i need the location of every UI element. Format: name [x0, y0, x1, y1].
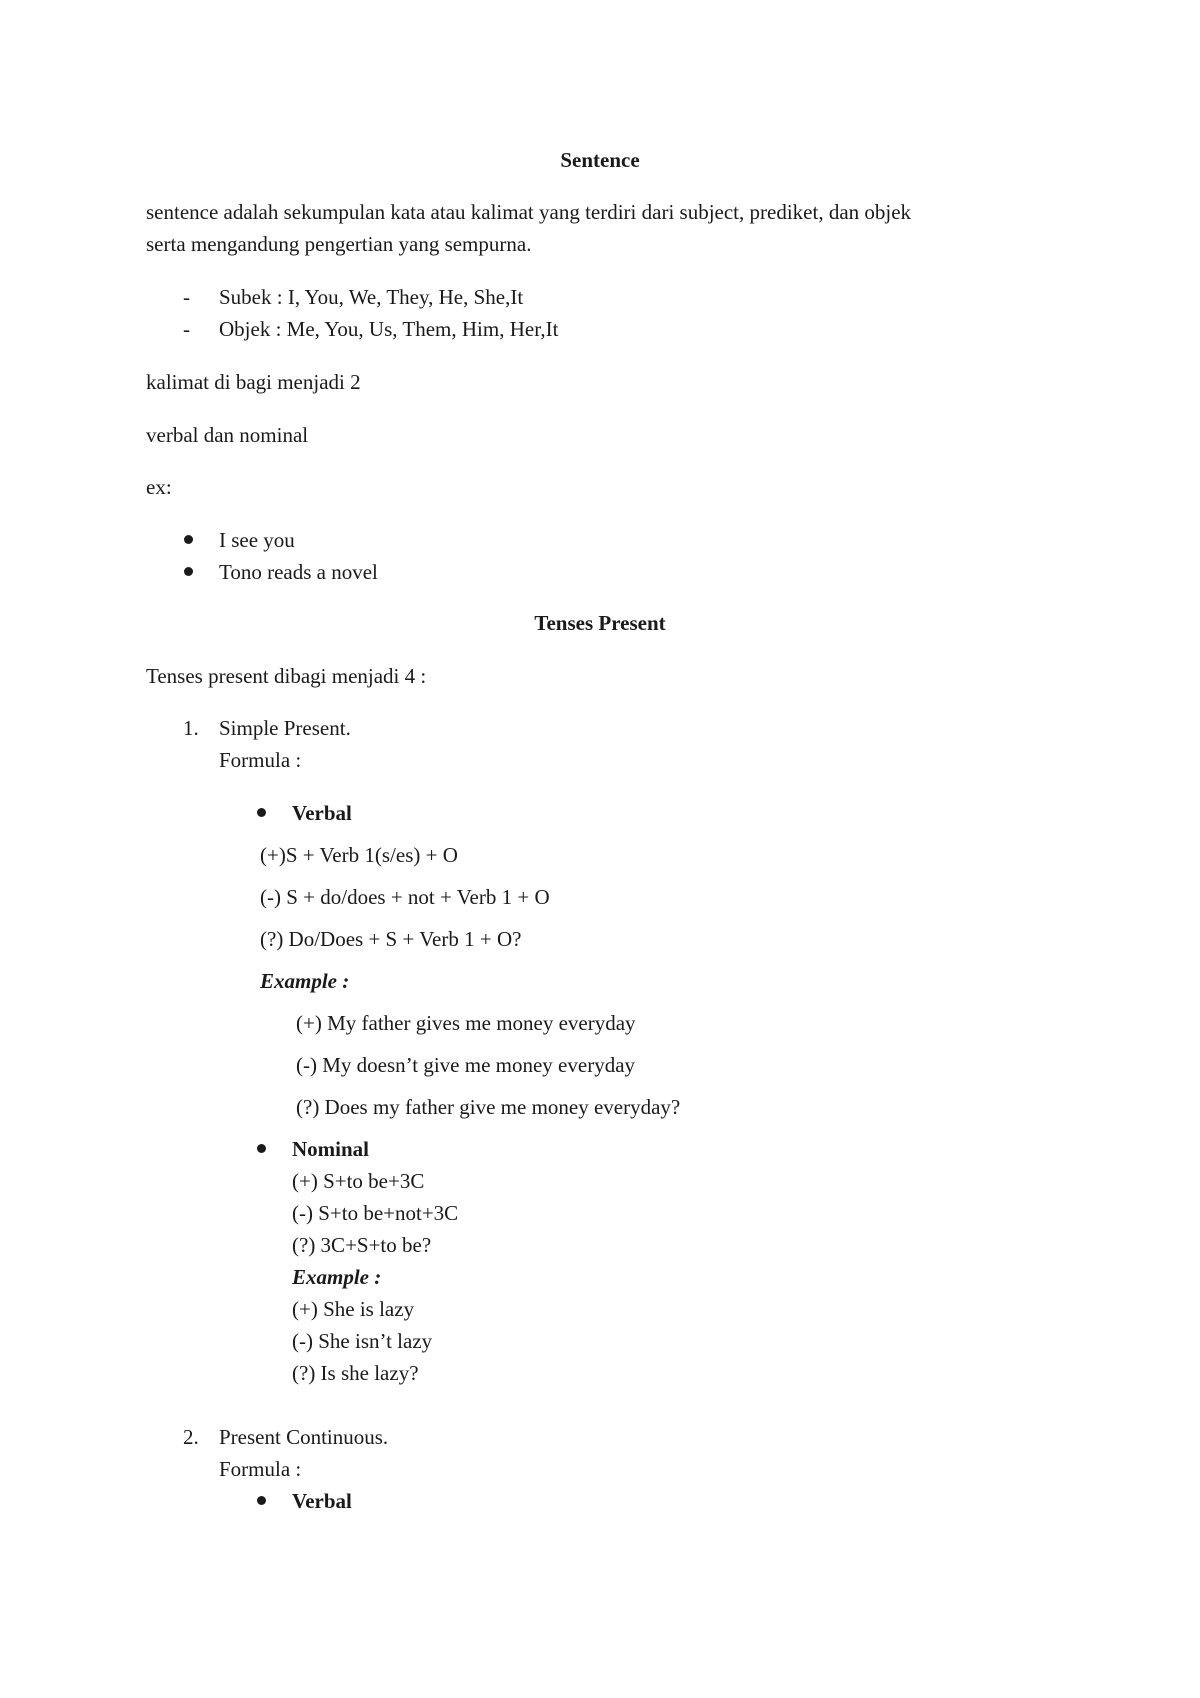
- example-positive: (+) My father gives me money everyday: [296, 1011, 636, 1035]
- formula-positive: (+) S+to be+3C: [292, 1169, 425, 1193]
- formula-negative: (-) S + do/does + not + Verb 1 + O: [260, 885, 550, 909]
- list-number: 2.: [183, 1425, 199, 1449]
- example-positive: (+) She is lazy: [292, 1297, 415, 1321]
- formula-question: (?) Do/Does + S + Verb 1 + O?: [260, 927, 522, 951]
- formula-positive: (+)S + Verb 1(s/es) + O: [260, 843, 458, 867]
- section-title-tenses-present: Tenses Present: [534, 611, 666, 635]
- formula-question: (?) 3C+S+to be?: [292, 1233, 432, 1257]
- example-label: Example :: [260, 969, 350, 993]
- example-question: (?) Does my father give me money everyday?: [296, 1095, 681, 1119]
- dash-marker: -: [183, 285, 190, 309]
- tense-name: Present Continuous.: [219, 1425, 389, 1449]
- formula-label: Formula :: [219, 1457, 302, 1481]
- bullet-icon: [257, 808, 266, 817]
- tense-name: Simple Present.: [219, 716, 351, 740]
- object-pronouns: Objek : Me, You, Us, Them, Him, Her,It: [219, 317, 559, 341]
- tenses-intro: Tenses present dibagi menjadi 4 :: [146, 664, 427, 688]
- bullet-icon: [184, 567, 193, 576]
- bullet-icon: [257, 1144, 266, 1153]
- nominal-heading: Nominal: [292, 1137, 370, 1161]
- list-item: Tono reads a novel: [219, 560, 378, 584]
- list-item: I see you: [219, 528, 295, 552]
- kalimat-line: kalimat di bagi menjadi 2: [146, 370, 361, 394]
- example-negative: (-) She isn’t lazy: [292, 1329, 433, 1353]
- verbal-nominal-line: verbal dan nominal: [146, 423, 309, 447]
- section-title-sentence: Sentence: [560, 148, 640, 172]
- list-number: 1.: [183, 716, 199, 740]
- formula-label: Formula :: [219, 748, 302, 772]
- verbal-heading: Verbal: [292, 801, 352, 825]
- formula-negative: (-) S+to be+not+3C: [292, 1201, 459, 1225]
- subject-pronouns: Subek : I, You, We, They, He, She,It: [219, 285, 524, 309]
- dash-marker: -: [183, 317, 190, 341]
- example-negative: (-) My doesn’t give me money everyday: [296, 1053, 636, 1077]
- verbal-heading: Verbal: [292, 1489, 352, 1513]
- definition-line-1: sentence adalah sekumpulan kata atau kalimat yang terdiri dari subject, prediket, dan objek: [146, 200, 912, 224]
- ex-label: ex:: [146, 475, 172, 499]
- bullet-icon: [257, 1496, 266, 1505]
- definition-line-2: serta mengandung pengertian yang sempurna.: [146, 232, 532, 256]
- bullet-icon: [184, 535, 193, 544]
- example-question: (?) Is she lazy?: [292, 1361, 419, 1385]
- example-label: Example :: [292, 1265, 382, 1289]
